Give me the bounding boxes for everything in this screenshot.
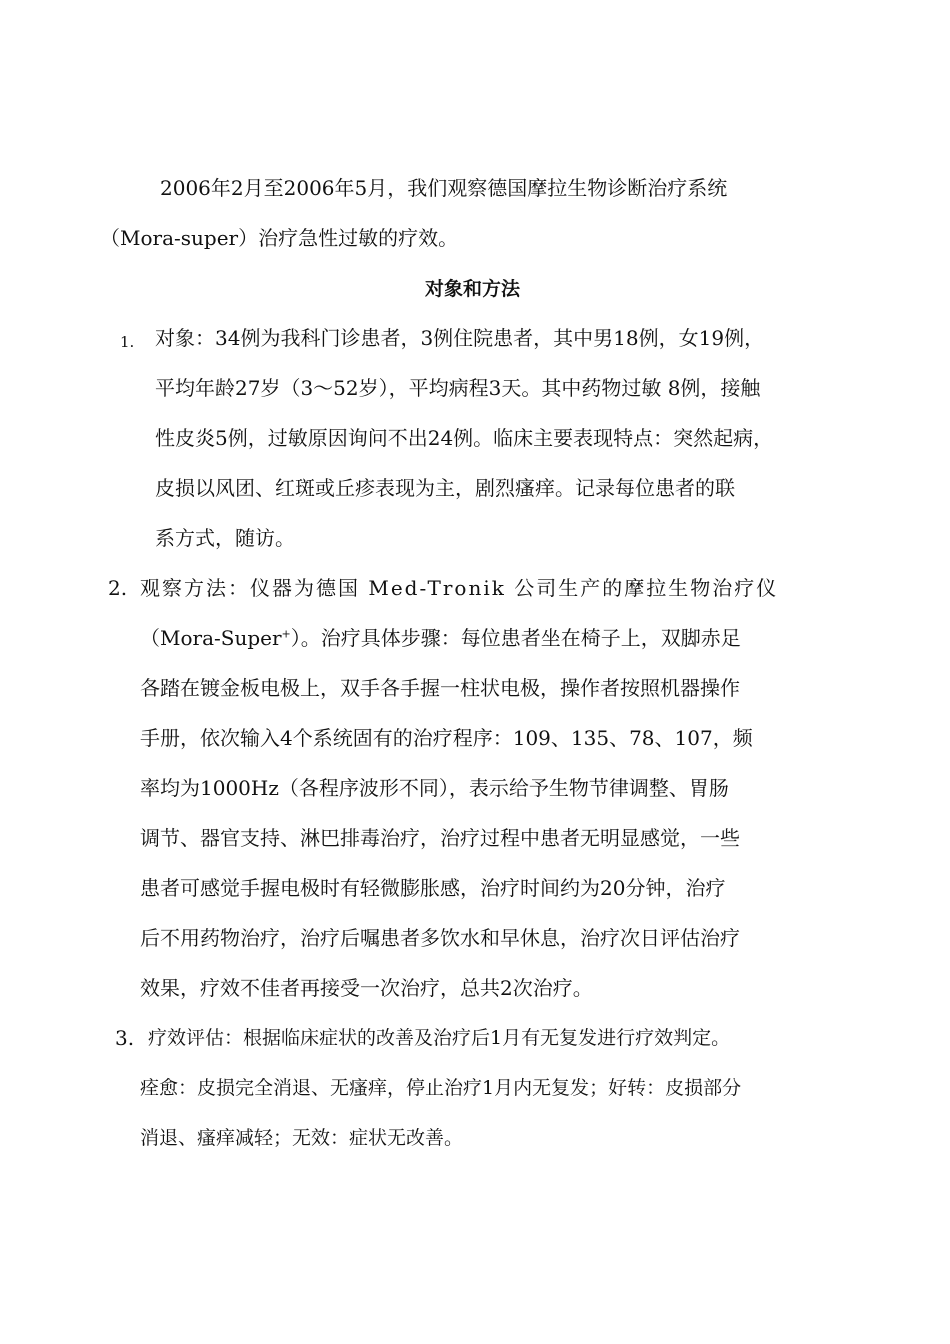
item-1-line-5: 系方式，随访。 — [155, 526, 295, 550]
item-1-number: 1. — [120, 333, 135, 351]
item-2-line-2-pre: （Mora-Super — [140, 626, 282, 650]
item-3-line-2: 痊愈：皮损完全消退、无瘙痒，停止治疗1月内无复发；好转：皮损部分 — [140, 1077, 742, 1099]
item-2-line-4: 手册，依次输入4个系统固有的治疗程序：109、135、78、107，频 — [140, 726, 753, 750]
item-3-number: 3. — [115, 1026, 135, 1050]
item-2-line-6: 调节、器官支持、淋巴排毒治疗，治疗过程中患者无明显感觉，一些 — [140, 826, 740, 850]
item-2-line-1: 观察方法：仪器为德国 Med-Tronik 公司生产的摩拉生物治疗仪 — [140, 576, 779, 600]
intro-line-1: 2006年2月至2006年5月，我们观察德国摩拉生物诊断治疗系统 — [160, 176, 728, 200]
item-2-line-2-post: ）。治疗具体步骤：每位患者坐在椅子上，双脚赤足 — [290, 626, 741, 650]
item-2-number: 2. — [108, 576, 128, 600]
item-2-line-2 — [140, 626, 741, 650]
section-heading: 对象和方法 — [425, 278, 521, 300]
item-2-line-8: 后不用药物治疗，治疗后嘱患者多饮水和早休息，治疗次日评估治疗 — [140, 926, 740, 950]
item-1-line-2: 平均年龄27岁（3～52岁），平均病程3天。其中药物过敏 8例，接触 — [155, 376, 761, 400]
item-2-line-9: 效果，疗效不佳者再接受一次治疗，总共2次治疗。 — [140, 976, 593, 1000]
item-2-line-3: 各踏在镀金板电极上，双手各手握一柱状电极，操作者按照机器操作 — [140, 676, 740, 700]
item-2-superscript: + — [281, 627, 291, 641]
item-2-line-5: 率均为1000Hz（各程序波形不同），表示给予生物节律调整、胃肠 — [140, 776, 729, 800]
item-1-line-4: 皮损以风团、红斑或丘疹表现为主，剧烈瘙痒。记录每位患者的联 — [155, 476, 735, 500]
item-3-line-1: 疗效评估：根据临床症状的改善及治疗后1月有无复发进行疗效判定。 — [148, 1027, 731, 1049]
item-2-line-7: 患者可感觉手握电极时有轻微膨胀感，治疗时间约为20分钟，治疗 — [140, 876, 726, 900]
item-1-line-3: 性皮炎5例，过敏原因询问不出24例。临床主要表现特点：突然起病， — [155, 426, 774, 450]
intro-line-2: （Mora-super）治疗急性过敏的疗效。 — [100, 226, 459, 250]
item-1-line-1: 对象：34例为我科门诊患者，3例住院患者，其中男18例，女19例， — [155, 326, 765, 350]
item-3-line-3: 消退、瘙痒减轻；无效：症状无改善。 — [140, 1127, 464, 1149]
